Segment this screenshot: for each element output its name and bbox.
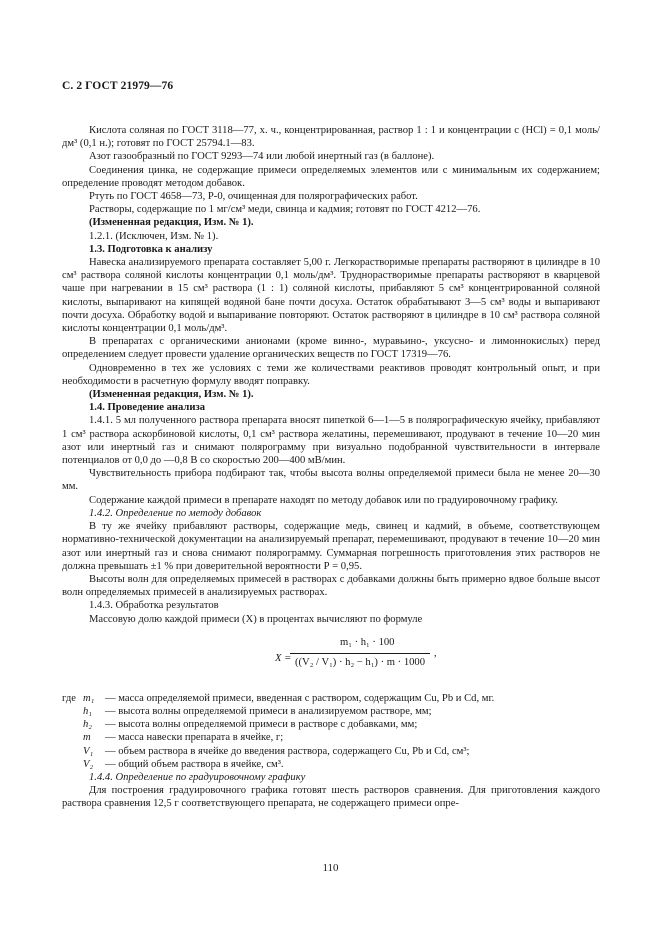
legend-row [62,758,600,771]
legend-text: — масса навески препарата в ячейке, г; [105,732,284,744]
legend-symbol: h₂ [83,719,92,731]
formula-legend [62,692,600,771]
legend-row [62,718,600,731]
paragraph-calibration: Для построения градуировочного графика готовят шесть растворов сравнения. Для приготовления каждого раствора сравнения 12,5 г соответствующего препарата, не содержащего примеси опре- [62,785,600,810]
section-heading-1-4-4: 1.4.4. Определение по градуировочному графику [89,771,306,783]
mass-fraction-formula [62,630,600,690]
section-1-2-1: 1.2.1. (Исключен, Изм. № 1). [89,230,219,242]
legend-symbol: m [83,732,91,744]
paragraph-mercury: Ртуть по ГОСТ 4658—73, Р-0, очищенная для полярографических работ. [89,191,418,203]
paragraph-nitrogen: Азот газообразный по ГОСТ 9293—74 или любой инертный газ (в баллоне). [89,151,435,163]
formula-denominator: ((V₂ / V₁) · h₂ − h₁) · m · 1000 [295,656,426,668]
section-heading-1-4: 1.4. Проведение анализа [89,402,205,414]
paragraph-solutions: Растворы, содержащие по 1 мг/см³ меди, свинца и кадмия; готовят по ГОСТ 4212—76. [89,204,481,216]
revision-note: (Измененная редакция, Изм. № 1). [89,217,254,229]
fraction-bar [290,653,430,654]
section-heading-1-3: 1.3. Подготовка к анализу [89,243,213,255]
legend-text: — масса определяемой примеси, введенная с раствором, содержащим Cu, Pb и Cd, мг. [105,692,495,704]
legend-symbol: m₁ [83,692,95,704]
page-header: С. 2 ГОСТ 21979—76 [62,80,174,92]
legend-text: — общий объем раствора в ячейке, см³. [105,758,284,770]
legend-symbol: V₁ [83,745,94,757]
legend-row [62,692,600,705]
paragraph-formula-intro: Массовую долю каждой примеси (X) в процентах вычисляют по формуле [89,613,423,625]
legend-text: — высота волны определяемой примеси в растворе с добавками, мм; [105,719,418,731]
paragraph-content-method: Содержание каждой примеси в препарате находят по методу добавок или по градуировочному графику. [89,494,558,506]
section-heading-1-4-2: 1.4.2. Определение по методу добавок [89,507,262,519]
legend-lead: где [62,692,76,704]
section-heading-1-4-3: 1.4.3. Обработка результатов [89,600,219,612]
page-number: 110 [322,862,339,874]
formula-tail: , [434,647,437,659]
paragraph-sensitivity: Чувствительность прибора подбирают так, чтобы высота волны определяемой примеси была не менее 20—30 мм. [62,468,600,493]
legend-row [62,731,600,744]
paragraph-1-4-1: 1.4.1. 5 мл полученного раствора препарата вносят пипеткой 6—1—5 в полярографическую ячейку, прибавляют 1 см³ раствора аскорбиновой кислоты, 0,1 см³ раствора желатины, перемешивают, продувают в течение 10—20 мин азот или инертный газ и снимают полярограмму при визуально подобранной чувствительности в интервале потенциалов от 0,0 до —0,8 В со скоростью 200—400 мВ/мин. [62,415,600,467]
paragraph-sample-prep: Навеска анализируемого препарата составляет 5,00 г. Легкорастворимые препараты растворяют в цилиндре в 10 см³ раствора соляной кислоты концентрации 0,1 моль/дм³. Труднорастворимые препараты растворяют в кварцевой чаше при нагревании в 15 см³ раствора (1 : 1) соляной кислоты, прибавляют 5 см³ концентрированной соляной кислоты, выпаривают на кипящей водяной бане почти досуха. Остаток обрабатывают 3—5 см³ воды и выпаривают почти досуха. Обработку водой и выпаривание повторяют. Остаток растворяют в цилиндре в 10 см³ раствора соляной кислоты концентрации 0,1 моль/дм³. [62,257,600,335]
legend-text: — объем раствора в ячейке до введения раствора, содержащего Cu, Pb и Cd, см³; [105,745,470,757]
revision-note: (Измененная редакция, Изм. № 1). [89,389,254,401]
legend-row [62,705,600,718]
legend-symbol: h₁ [83,705,92,717]
paragraph-additions: В ту же ячейку прибавляют растворы, содержащие медь, свинец и кадмий, в объеме, соответствующем нормативно-технической документации на анализируемый препарат, перемешивают, продувают в течение 10—20 мин азот или инертный газ и снова снимают полярограмму. Суммарная погрешность приготовления этих растворов не должна превышать ±1 % при доверительной вероятности Р = 0,95. [62,521,600,572]
paragraph-hcl: Кислота соляная по ГОСТ 3118—77, х. ч., концентрированная, раствор 1 : 1 и концентрации с (HCl) = 0,1 моль/дм³ (0,1 н.); готовят по ГОСТ 25794.1—83. [62,125,600,150]
document-body [62,124,600,811]
paragraph-organic-anions: В препаратах с органическими анионами (кроме винно-, муравьино-, уксусно- и лимоннокислых) перед определением следует провести удаление органических веществ по ГОСТ 17319—76. [62,336,600,361]
formula-numerator: m₁ · h₁ · 100 [340,636,395,648]
legend-row [62,745,600,758]
legend-text: — высота волны определяемой примеси в анализируемом растворе, мм; [105,705,432,717]
legend-symbol: V₂ [83,758,94,770]
paragraph-wave-heights: Высоты волн для определяемых примесей в растворах с добавками должны быть примерно вдвое больше высот волн определяемых примесей в анализируемых растворах. [62,573,600,599]
paragraph-control-test: Одновременно в тех же условиях с теми же количествами реактивов проводят контрольный опыт, и при необходимости в расчетную формулу вводят поправку. [62,362,600,387]
formula-lhs: X = [275,652,292,664]
paragraph-zinc: Соединения цинка, не содержащие примеси определяемых элементов или с минимальным их содержанием; определение проводят методом добавок. [62,164,600,189]
